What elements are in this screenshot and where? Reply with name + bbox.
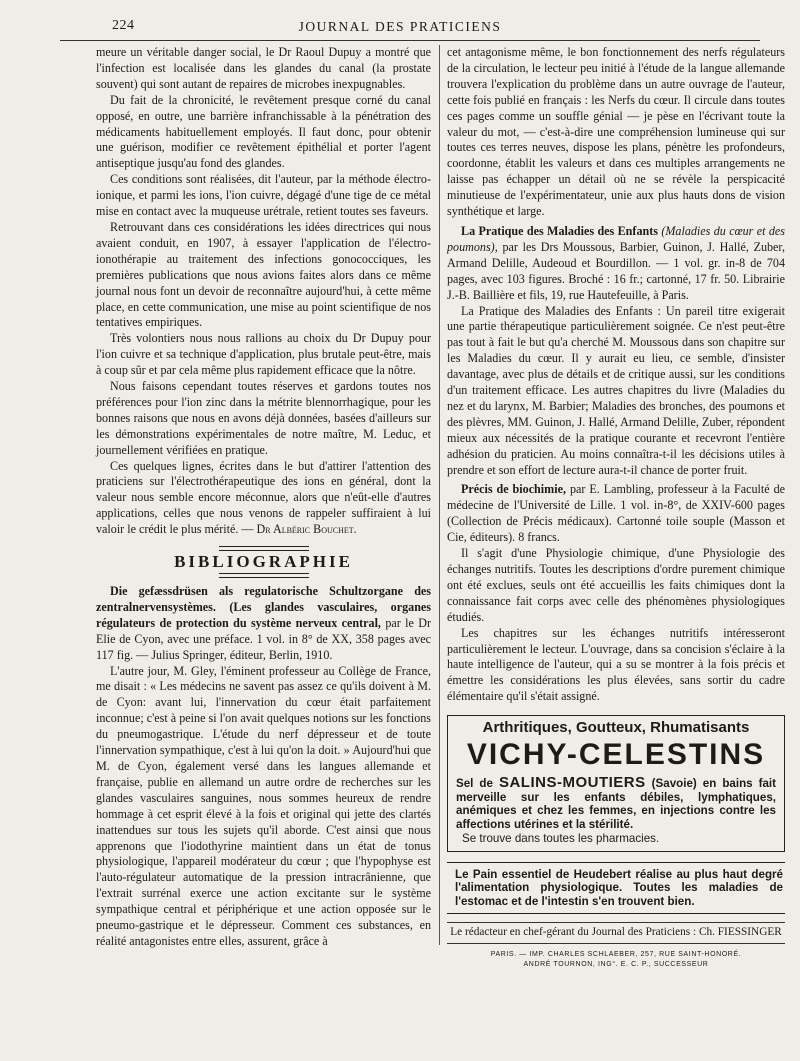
- left-column: [96, 45, 431, 950]
- header-rule: [60, 40, 760, 41]
- vichy-advertisement: [447, 715, 785, 851]
- book-title: Précis de biochimie,: [461, 482, 566, 497]
- book-title: Die gefæssdrüsen als regulatorische Schultzorgane des zentralnervensystèmes. (Les glandes vasculaires, organes régulateurs de protection du système nerveux central,: [96, 584, 431, 630]
- paragraph: L'autre jour, M. Gley, l'éminent professeur au Collège de France, me disait : « Les médecins ne savent pas assez ce qu'ils doivent à M. de Cyon: avant lui, l'innervation du cœur était parfaitement inconnue; c'est à peine si l'on avait quelques notions sur les fonctions du pneumogastrique. L'étude du nerf dépresseur et de toute l'innervation sympathique, c'est à lui qu'on la doit. » Aujourd'hui que M. de Cyon, également versé dans les langues allemande et française, publie en allemand un autre ordre de recherches sur les glandes vasculaires sanguines, nous sommes heureux de rendre hommage à cet esprit élevé à la fois et original qui jette des clartés inattendues sur tous les sujets qu'il aborde. C'est ainsi que nous apprenons que l'iodothyrine maintient dans un état de tonus physiologique, l'appareil modérateur du cœur ; que l'hypophyse est l'auto-régulateur automatique de la pression intracrânienne, que l'extrait surrénal exerce une action excitante sur le système sympathique central et périphérique et une action opposée sur le pneumo-gastrique et le dépresseur. Comment ces substances, en réalité antagonistes entre elles, assurent, grâce à: [96, 663, 431, 948]
- paragraph: Retrouvant dans ces considérations les idées directrices qui nous avaient conduit, en 1907, à essayer l'application de l'électro-ionothérapie au traitement des infections gonococciques, les premières publications que nous avions faites alors dans ce même journal nous font un devoir de reconnaître aujourd'hui, à cette même place, en cette communication, une mise au point scientifique de nos tentatives empiriques.: [96, 219, 431, 330]
- book-entry: [96, 584, 431, 664]
- paragraph: Il s'agit d'une Physiologie chimique, d'une Physiologie des échanges nutritifs. Toutes les descriptions d'ordre purement chimique ont été exclues, seuls ont été accueillis les faits chimiques dont la connaissance fait corps avec celle des phénomènes physiologiques étudiés.: [447, 546, 785, 624]
- ad-sel-text: (Savoie) en bains fait merveille sur les enfants débiles, lymphatiques, anémiques et chez les femmes, en injections contre les affections utérines et la stérilité.: [456, 777, 777, 831]
- imprint-line: PARIS. — IMP. CHARLES SCHLAEBER, 257, RUE SAINT-HONORÉ.: [490, 950, 742, 958]
- editor-line: Le rédacteur en chef-gérant du Journal des Praticiens : Ch. FIESSINGER: [447, 922, 785, 944]
- ad-tagline: Arthritiques, Goutteux, Rhumatisants: [482, 719, 750, 737]
- imprint-line: ANDRÉ TOURNON, ING°. E. C. P., SUCCESSEUR: [523, 960, 709, 968]
- signature: — Dr Albéric Bouchet.: [241, 522, 357, 537]
- heudebert-advertisement: Le Pain essentiel de Heudebert réalise au plus haut degré l'alimentation physiologique. Toutes les maladies de l'estomac et de l'intestin s'en trouvent bien.: [447, 862, 785, 915]
- paragraph: [96, 459, 431, 539]
- ad-sel-prefix: Sel de: [456, 777, 499, 791]
- ad-body: [456, 776, 776, 831]
- paragraph: meure un véritable danger social, le Dr Raoul Dupuy a montré que l'infection est localisée dans les glandes du canal (la prostate souvent) qui sont autant de repaires de microbes inexpugnables.: [96, 45, 431, 91]
- book-entry: [447, 224, 785, 304]
- paragraph: Du fait de la chronicité, le revêtement presque corné du canal opposé, en outre, une barrière infranchissable à la pénétration des médicaments habituellement employés. Il faut donc, pour obtenir une guérison, modifier ce revêtement épithélial et porter l'agent antiseptique jusqu'au fond des glandes.: [96, 92, 431, 171]
- ad-brand: VICHY-CELESTINS: [466, 738, 766, 772]
- paragraph-text: Ces quelques lignes, écrites dans le but d'attirer l'attention des praticiens sur l'électrothérapeutique des ions en général, dont la valeur nous semble encore méconnue, alors que n'eût-elle d'autres applications, celles que nous venons de rappeler suffiraient à lui valoir le crédit le plus mérité.: [96, 458, 431, 537]
- paragraph: La Pratique des Maladies des Enfants : Un pareil titre exigerait une partie thérapeutique particulièrement soignée. Ce n'est peut-être pas tout à fait le but qu'a cherché M. Moussous dans son chapitre sur les Maladies du cœur. Il y aurait eu lieu, ce semble, d'insister davantage, avec plus de détails et de critique aussi, sur les conditions d'un traitement efficace. Les autres chapitres du livre (Maladies du nez et du larynx, M. Barbier; Maladies des bronches, des poumons et des plèvres, MM. Guinon, J. Hallé, Armand Delille, Zuber, répondent mieux aux nécessités de la pratique courante et recevront l'entière adhésion du praticien. Au moins connaîtra-t-il les décisions utiles à prendre et son effort de lecture aura-t-il chance de porter fruit.: [447, 303, 785, 477]
- page-number: 224: [112, 18, 135, 33]
- book-entry: [447, 482, 785, 546]
- paragraph: cet antagonisme même, le bon fonctionnement des nerfs régulateurs de la circulation, le lecteur peu initié à l'étude de la langue allemande trouvera l'explication du problème dans un autre ouvrage de l'auteur, cette fois publié en français : les Nerfs du cœur. Il circule dans toutes ces pages comme un souffle génial — je pèse en l'écrivant toute la valeur du mot, — c'est-à-dire une compréhension lumineuse qui sur toutes ces terres neuves, dispose les plans, pénètre les profondeurs, coordonne, établit les valeurs et dans ces multiples arrangements ne laisse pas échapper un détail où ne se révèle la perspicacité minutieuse de l'expérimentateur, unie aux plus hauts dons de vision synthétique et large.: [447, 45, 785, 219]
- paragraph: Les chapitres sur les échanges nutritifs intéresseront particulièrement le lecteur. L'ouvrage, dans sa concision s'éclaire à la haute intelligence de l'auteur, qui a su se montrer à la fois précis et émettre les considérations les plus élevées, sans sortir du cadre élémentaire qu'il s'était assigné.: [447, 625, 785, 704]
- section-heading: BIBLIOGRAPHIE: [96, 546, 431, 578]
- book-subtitle: (Maladies du cœur et des poumons),: [447, 223, 785, 254]
- book-title: La Pratique des Maladies des Enfants: [461, 223, 658, 238]
- ad-sel-brand: SALINS-MOUTIERS: [498, 774, 646, 792]
- book-details: par le Dr Elie de Cyon, avec une préface. 1 vol. in 8° de XX, 358 pages avec 117 fig. — Julius Springer, éditeur, Berlin, 1910.: [96, 615, 431, 662]
- column-divider: [439, 45, 440, 945]
- ad-note: Se trouve dans toutes les pharmacies.: [462, 832, 660, 846]
- book-details: par E. Lambling, professeur à la Faculté de médecine de l'Université de Lille. 1 vol. in-8°, de XXIV-600 pages (Collection de Précis médicaux). Cartonné toile souple (Masson et Cie, éditeurs). 8 francs.: [447, 482, 785, 545]
- right-column: [447, 45, 785, 970]
- paragraph: Ces conditions sont réalisées, dit l'auteur, par la méthode électro-ionique, et parmi les ions, l'ion cuivre, dégagé d'une tige de ce métal mise en contact avec la muqueuse urétrale, retient toutes ses faveurs.: [96, 172, 431, 219]
- paragraph: Nous faisons cependant toutes réserves et gardons toutes nos préférences pour l'ion zinc dans la métrite blennorrhagique, pour les bonnes raisons que nous en avons déjà données, basées d'ailleurs sur les démonstrations expérimentales de notre maître, M. Leduc, et journellement vérifiées en pratique.: [96, 379, 431, 457]
- imprint: [447, 950, 785, 970]
- paragraph: Très volontiers nous nous rallions au choix du Dr Dupuy pour l'ion cuivre et sa technique d'application, plus brutale peut-être, mais à coup sûr et par cela même plus rapidement efficace que la nôtre.: [96, 331, 431, 378]
- book-details: par les Drs Moussous, Barbier, Guinon, J. Hallé, Zuber, Armand Delille, Audeoud et Bourdillon. — 1 vol. gr. in-8 de 704 pages, avec 103 figures. Broché : 16 fr.; cartonné, 17 fr. 50. Librairie J.-B. Baillière et fils, 19, rue Hautefeuille, à Paris.: [447, 239, 785, 302]
- running-title: JOURNAL DES PRATICIENS: [298, 19, 502, 34]
